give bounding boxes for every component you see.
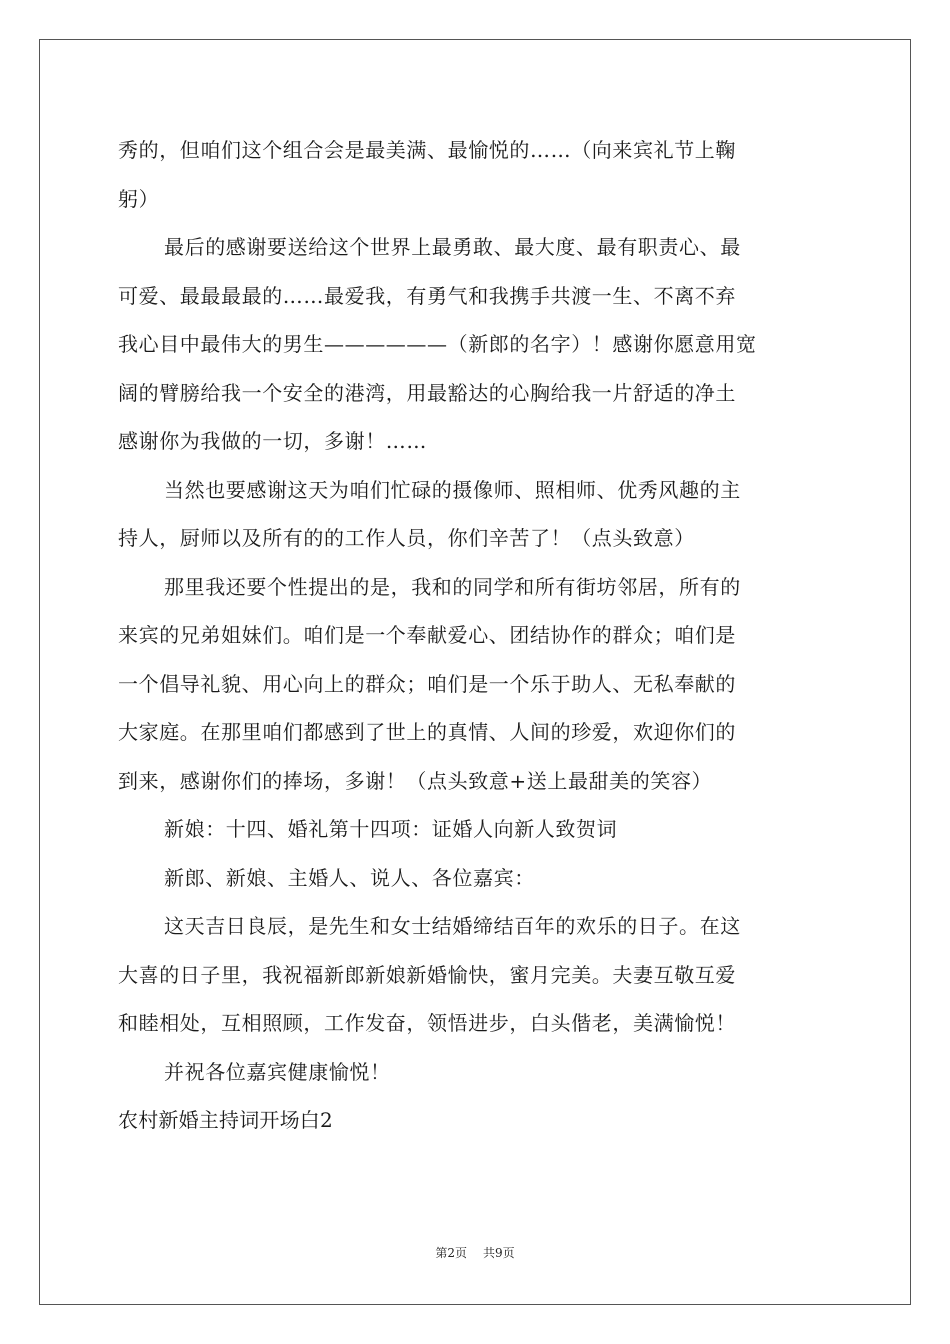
text-line: 可爱、最最最最的……最爱我，有勇气和我携手共渡一生、不离不弃 bbox=[118, 283, 736, 308]
text-line: 新娘：十四、婚礼第十四项：证婚人向新人致贺词 bbox=[164, 817, 618, 841]
page-footer bbox=[0, 1244, 950, 1261]
text-line: 大喜的日子里，我祝福新郎新娘新婚愉快，蜜月完美。夫妻互敬互爱 bbox=[118, 962, 736, 987]
text-line: 躬） bbox=[118, 186, 160, 211]
text-line: 阔的臂膀给我一个安全的港湾，用最豁达的心胸给我一片舒适的净土 bbox=[118, 380, 736, 405]
text-line: 这天吉日良辰，是先生和女士结婚缔结百年的欢乐的日子。在这 bbox=[164, 914, 741, 938]
text-line: 大家庭。在那里咱们都感到了世上的真情、人间的珍爱，欢迎你们的 bbox=[118, 720, 736, 744]
text-line: 当然也要感谢这天为咱们忙碌的摄像师、照相师、优秀风趣的主 bbox=[164, 477, 741, 502]
text-line: 秀的，但咱们这个组合会是最美满、最愉悦的……（向来宾礼节上鞠 bbox=[118, 138, 736, 162]
text-line: 那里我还要个性提出的是，我和的同学和所有街坊邻居，所有的 bbox=[164, 574, 741, 599]
text-line: 一个倡导礼貌、用心向上的群众；咱们是一个乐于助人、无私奉献的 bbox=[118, 671, 736, 696]
text-line: 我心目中最伟大的男生——————（新郎的名字）！感谢你愿意用宽 bbox=[118, 332, 757, 356]
text-line: 来宾的兄弟姐妹们。咱们是一个奉献爱心、团结协作的群众；咱们是 bbox=[118, 623, 736, 647]
text-line: 最后的感谢要送给这个世界上最勇敢、最大度、最有职责心、最 bbox=[164, 235, 741, 259]
text-line: 和睦相处，互相照顾，工作发奋，领悟进步，白头偕老，美满愉悦！ bbox=[118, 1011, 736, 1035]
text-line: 感谢你为我做的一切，多谢！…… bbox=[118, 429, 427, 453]
section-heading: 农村新婚主持词开场白2 bbox=[118, 1108, 333, 1132]
page-total: 共9页 bbox=[483, 1246, 515, 1260]
text-line: 新郎、新娘、主婚人、说人、各位嘉宾： bbox=[164, 865, 535, 890]
text-line: 并祝各位嘉宾健康愉悦！ bbox=[164, 1059, 391, 1084]
text-line: 到来，感谢你们的捧场，多谢！（点头致意+送上最甜美的笑容） bbox=[118, 768, 713, 793]
text-line: 持人，厨师以及所有的的工作人员，你们辛苦了！（点头致意） bbox=[118, 526, 695, 550]
page-number: 第2页 bbox=[435, 1246, 467, 1260]
document-body bbox=[118, 126, 832, 1145]
